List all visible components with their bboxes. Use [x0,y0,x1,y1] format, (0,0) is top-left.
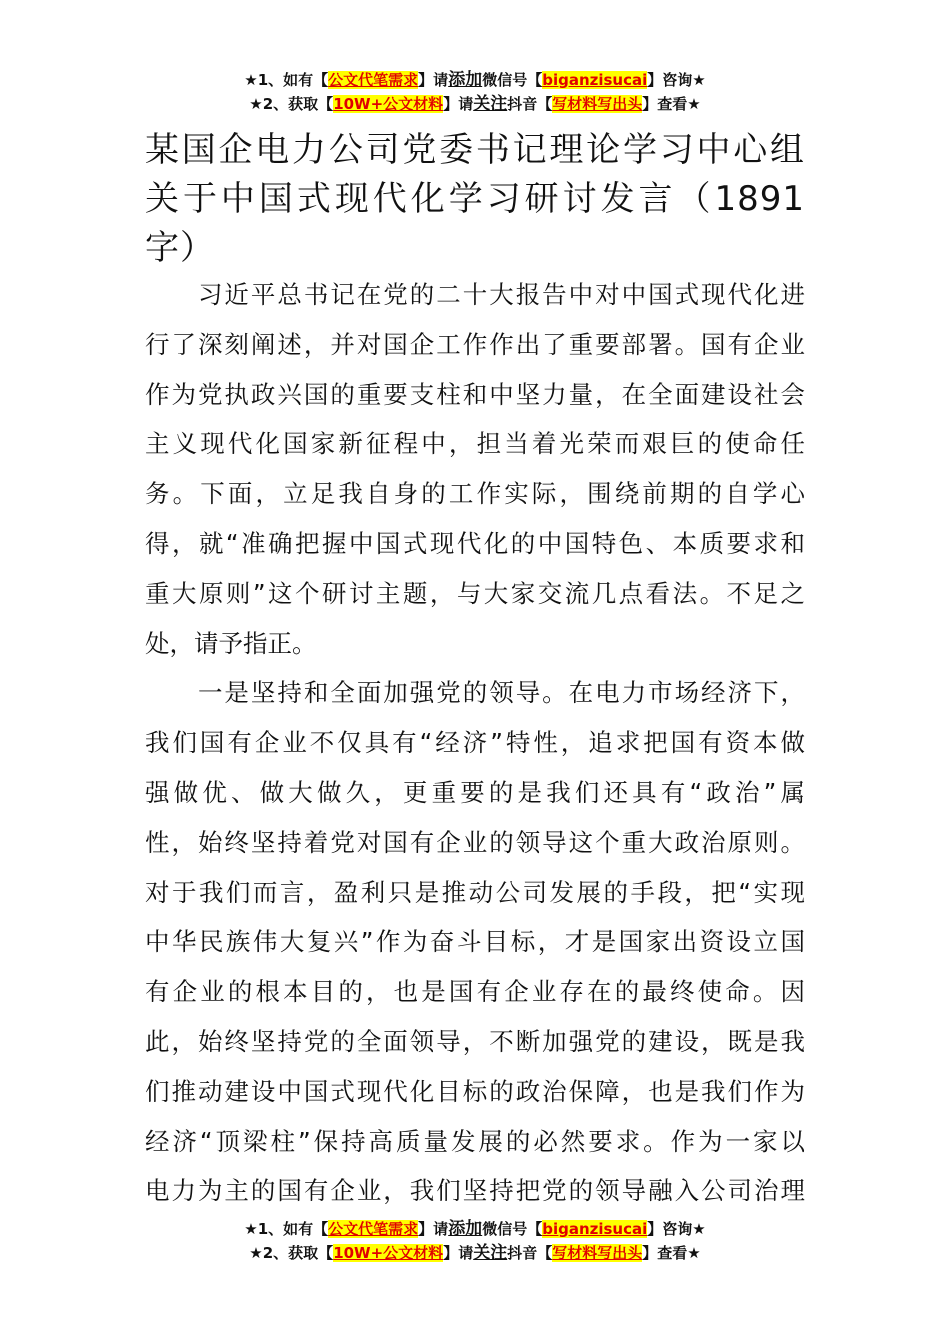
paragraph-line: 有企业的根本目的，也是国有企业存在的最终使命。因 [145,977,805,1007]
paragraph [145,668,805,1216]
text: 】查看★ [642,95,701,113]
paragraph-line: 我们国有企业不仅具有“经济”特性，追求把国有资本做 [145,728,805,758]
paragraph [145,270,805,668]
document-title [145,126,805,273]
paragraph-line: 强做优、做大做久，更重要的是我们还具有“政治”属 [145,777,805,807]
text: 】请 [443,95,474,113]
text: 】请 [443,1244,474,1262]
text: 】咨询★ [647,71,706,89]
paragraph-line: 中华民族伟大复兴”作为奋斗目标，才是国家出资设立国 [145,927,805,957]
title-line: 字） [145,228,215,268]
text: 】请 [418,71,449,89]
text: ★2、获取【 [249,1244,334,1262]
highlight: 10W+公文材料 [333,95,444,113]
paragraph-line: 务。下面，立足我自身的工作实际，围绕前期的自学心 [145,479,805,509]
paragraph-line: 作为党执政兴国的重要支柱和中坚力量，在全面建设社会 [145,379,805,409]
paragraph-line: 对于我们而言，盈利只是推动公司发展的手段，把“实现 [145,877,805,907]
promo-line-1 [0,1217,950,1241]
paragraph-line: 电力为主的国有企业，我们坚持把党的领导融入公司治理 [145,1176,805,1206]
text: 抖音【 [507,95,553,113]
paragraph-line: 得，就“准确把握中国式现代化的中国特色、本质要求和 [145,528,805,558]
highlight: 写材料写出头 [552,1244,643,1262]
text: ★2、获取【 [249,95,334,113]
text: ★1、如有【 [244,71,329,89]
text: 抖音【 [507,1244,553,1262]
paragraph-line: 习近平总书记在党的二十大报告中对中国式现代化进 [145,280,805,309]
paragraph-line: 行了深刻阐述，并对国企工作作出了重要部署。国有企业 [145,329,805,359]
highlight: 公文代笔需求 [328,1220,419,1238]
paragraph-line: 一是坚持和全面加强党的领导。在电力市场经济下， [145,678,805,708]
text: ★1、如有【 [244,1220,329,1238]
title-line: 关于中国式现代化学习研讨发言（1891 [145,179,805,219]
text: 】咨询★ [647,1220,706,1238]
document-body [145,270,805,1216]
paragraph-line: 主义现代化国家新征程中，担当着光荣而艰巨的使命任 [145,429,805,459]
highlight: 公文代笔需求 [328,71,419,89]
highlight: biganzisucai [542,1220,648,1238]
promo-banner-bottom [0,1217,950,1265]
paragraph-line: 经济“顶梁柱”保持高质量发展的必然要求。作为一家以 [145,1126,805,1156]
highlight: 10W+公文材料 [333,1244,444,1262]
title-line: 某国企电力公司党委书记理论学习中心组 [145,130,805,170]
promo-line-1 [0,68,950,92]
highlight: 写材料写出头 [552,95,643,113]
paragraph-line: 处，请予指正。 [145,628,317,658]
paragraph-line: 此，始终坚持党的全面领导，不断加强党的建设，既是我 [145,1026,805,1056]
underlined-text: 关注 [473,94,508,114]
underlined-text: 添加 [448,70,483,90]
promo-banner-top [0,68,950,116]
paragraph-line: 性，始终坚持着党对国有企业的领导这个重大政治原则。 [145,827,805,857]
underlined-text: 关注 [473,1243,508,1263]
paragraph-line: 重大原则”这个研讨主题，与大家交流几点看法。不足之 [145,578,805,608]
text: 】请 [418,1220,449,1238]
highlight: biganzisucai [542,71,648,89]
promo-line-2 [0,1241,950,1265]
text: 】查看★ [642,1244,701,1262]
paragraph-line: 们推动建设中国式现代化目标的政治保障，也是我们作为 [145,1076,805,1106]
promo-line-2 [0,92,950,116]
text: 微信号【 [482,71,543,89]
underlined-text: 添加 [448,1219,483,1239]
text: 微信号【 [482,1220,543,1238]
